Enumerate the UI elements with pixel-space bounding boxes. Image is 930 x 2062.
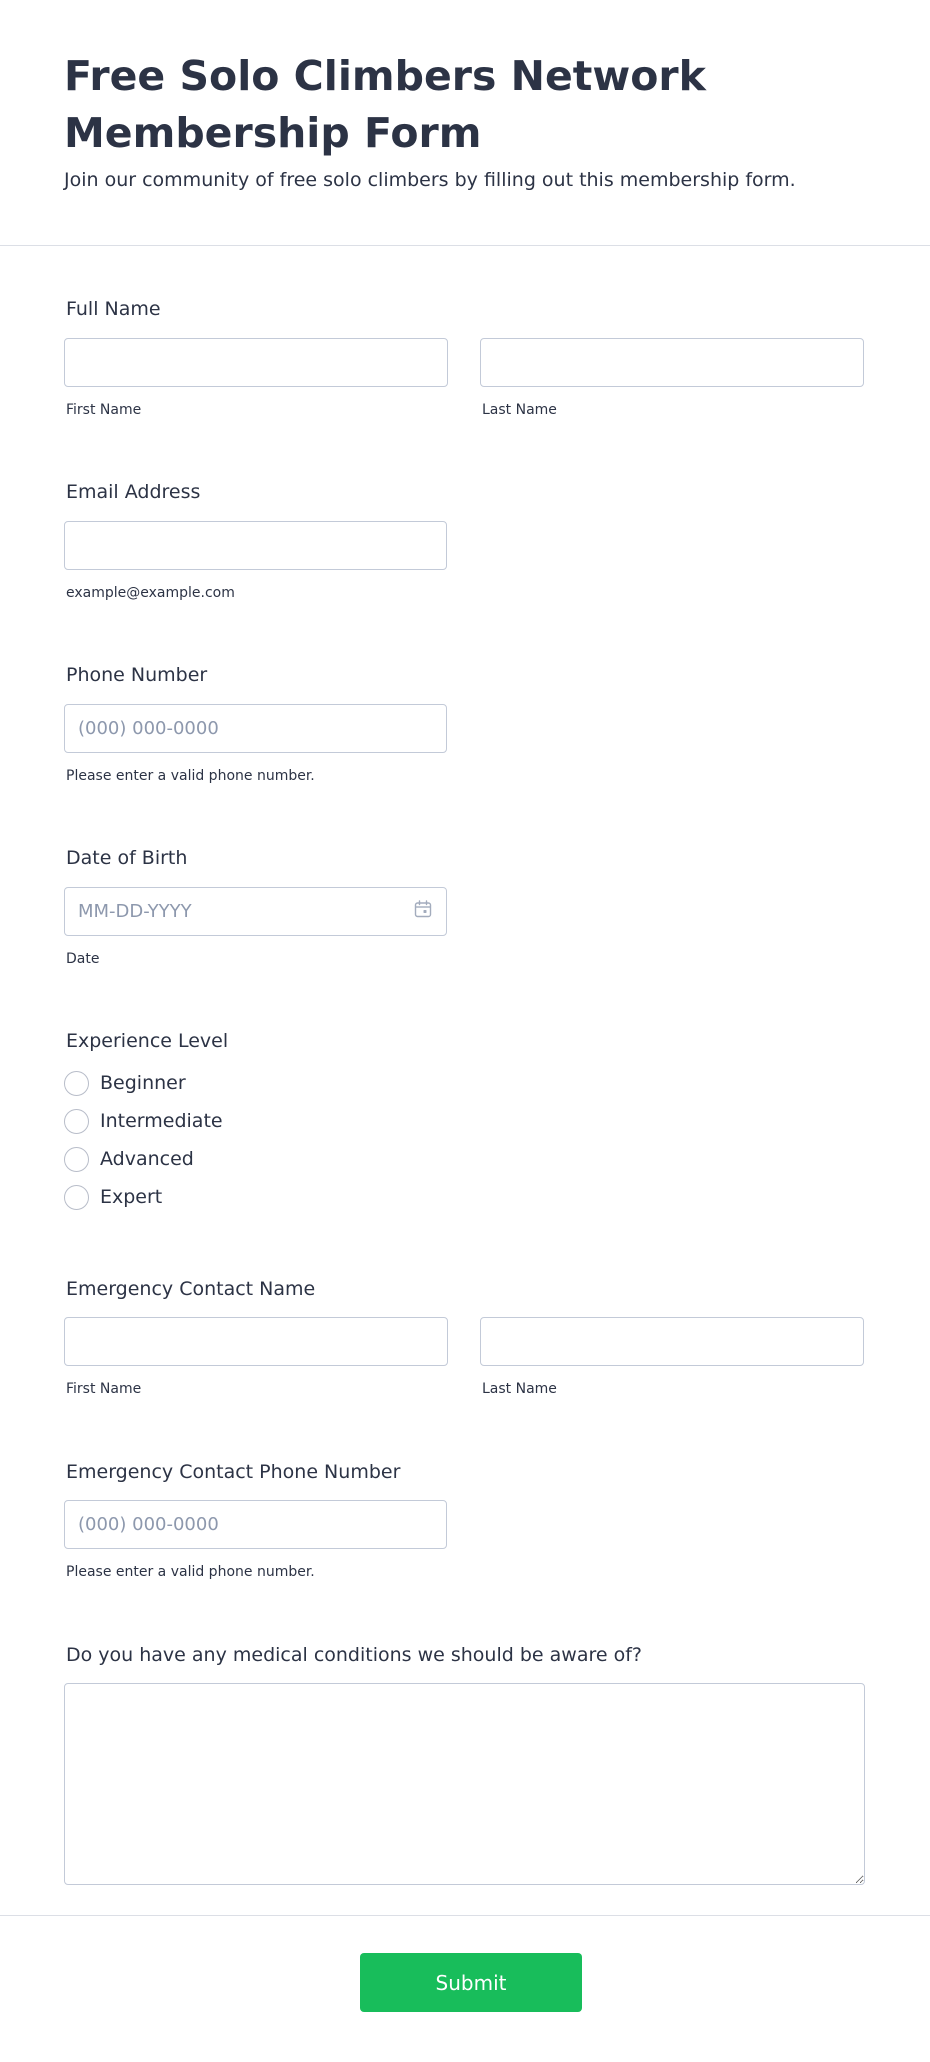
experience-option-advanced[interactable] [64, 1145, 194, 1173]
medical-textarea[interactable] [64, 1683, 865, 1885]
phone-input[interactable] [64, 704, 447, 753]
emergency-phone-sublabel: Please enter a valid phone number. [66, 1564, 315, 1580]
medical-label: Do you have any medical conditions we should be aware of? [66, 1644, 642, 1666]
radio-button[interactable] [64, 1147, 89, 1172]
emergency-phone-label: Emergency Contact Phone Number [66, 1461, 401, 1483]
email-input[interactable] [64, 521, 447, 570]
emergency-last-name-input[interactable] [480, 1317, 864, 1366]
dob-sublabel: Date [66, 951, 100, 967]
form-title: Free Solo Climbers Network Membership Form [64, 52, 706, 157]
experience-option-beginner[interactable] [64, 1069, 186, 1097]
radio-label: Intermediate [100, 1110, 223, 1132]
radio-button[interactable] [64, 1185, 89, 1210]
emergency-phone-input[interactable] [64, 1500, 447, 1549]
radio-label: Beginner [100, 1072, 186, 1094]
dob-input[interactable] [64, 887, 447, 936]
phone-label: Phone Number [66, 664, 208, 686]
experience-option-intermediate[interactable] [64, 1107, 223, 1135]
emergency-first-name-input[interactable] [64, 1317, 448, 1366]
radio-label: Expert [100, 1186, 163, 1208]
calendar-icon[interactable] [414, 900, 432, 918]
last-name-sublabel: Last Name [482, 402, 557, 418]
last-name-input[interactable] [480, 338, 864, 387]
first-name-input[interactable] [64, 338, 448, 387]
emergency-last-name-sublabel: Last Name [482, 1381, 557, 1397]
emergency-name-label: Emergency Contact Name [66, 1278, 316, 1300]
radio-label: Advanced [100, 1148, 194, 1170]
submit-button[interactable]: Submit [360, 1953, 582, 2012]
form-header [0, 0, 930, 246]
emergency-first-name-sublabel: First Name [66, 1381, 142, 1397]
experience-label: Experience Level [66, 1030, 229, 1052]
radio-button[interactable] [64, 1109, 89, 1134]
email-label: Email Address [66, 481, 201, 503]
first-name-sublabel: First Name [66, 402, 142, 418]
dob-label: Date of Birth [66, 847, 188, 869]
experience-option-expert[interactable] [64, 1183, 162, 1211]
email-sublabel: example@example.com [66, 585, 235, 601]
phone-sublabel: Please enter a valid phone number. [66, 768, 315, 784]
full-name-label: Full Name [66, 298, 161, 320]
form-subtitle: Join our community of free solo climbers by filling out this membership form. [64, 169, 796, 191]
footer-divider [0, 1915, 930, 1916]
radio-button[interactable] [64, 1071, 89, 1096]
